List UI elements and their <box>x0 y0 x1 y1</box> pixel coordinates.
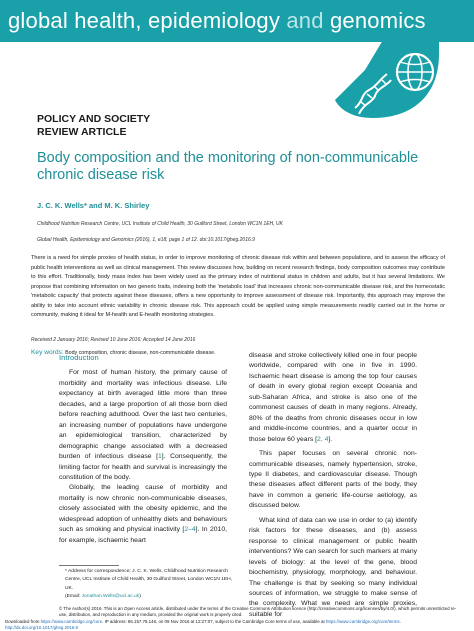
journal-logo-icon <box>335 40 439 118</box>
copyright-notice: © The Author(s) 2016. This is an Open Access article, distributed under the terms of the Creative Commons Attribution licence (http://creativecommons.org/licenses/by/4.0/), which permits unrestricted re-use, distribution, and reproduction in any medium, provided the original work is properly cited. <box>59 606 457 617</box>
left-column <box>59 353 227 546</box>
keywords-label: Key words: <box>31 349 64 356</box>
journal-banner <box>0 0 474 42</box>
section-label: POLICY AND SOCIETY <box>37 113 151 125</box>
download-notice: Downloaded from https://www.cambridge.org/core. IP address: 86.157.78.146, on 09 Nov 2016 at 12:27:07, subject to the Cambridge Core terms of use, available at https://www.cambridge.org/core/terms. http://dx.doi.org/10.1017/gheg.2016.9 <box>5 619 401 630</box>
footnote-divider <box>59 565 119 566</box>
correspondence-footnote: * Address for correspondence: J. C. K. Wells, Childhood Nutrition Research Centre, UCL Institute of Child Health, 30 Guilford Street, London WC1N 1EH, UK. (Email: Jonathan.Wells@ucl.ac.uk) <box>65 569 232 600</box>
intro-paragraph-2: Globally, the leading cause of morbidity and mortality is now chronic non-communicable diseases, closely associated with the obesity epidemic, and the widespread adoption of unhealthy diets and behaviours such as smoking and physical inactivity [2–4]. In 2010, for example, ischaemic heart <box>59 484 228 544</box>
doi-link[interactable]: http://dx.doi.org/10.1017/gheg.2016.9 <box>5 624 78 630</box>
article-type-label: REVIEW ARTICLE <box>37 126 127 138</box>
reference-link[interactable]: 2, 4 <box>317 435 329 443</box>
journal-title-part2: genomics <box>323 8 426 33</box>
terms-link[interactable]: https://www.cambridge.org/core/terms <box>325 619 400 624</box>
journal-title <box>8 8 426 34</box>
received-dates: Received 2 January 2016; Revised 10 June 2016; Accepted 14 June 2016 <box>31 337 196 343</box>
section-heading-introduction: Introduction <box>59 353 99 362</box>
article-title: Body composition and the monitoring of non-communicable chronic disease risk <box>37 150 419 183</box>
email-link[interactable]: Jonathan.Wells@ucl.ac.uk <box>81 594 140 600</box>
body-paragraph-1: disease and stroke collectively killed one in four people worldwide, compared with one in five in 1990. Ischaemic heart disease is among the top four causes of death in every global region except Oceania and sub-Saharan Africa, and stroke is also one of the commonest causes of death in many regions. Already, 80% of the deaths from chronic diseases occur in low and middle-income countries, and a quarter occur in those below 60 years [2, 4]. <box>249 352 417 443</box>
journal-title-and: and <box>286 8 324 33</box>
right-column <box>249 351 417 620</box>
citation: Global Health, Epidemiology and Genomics (2016), 1, e18, page 1 of 12. doi:10.1017/gheg.2016.9 <box>37 237 255 243</box>
reference-link[interactable]: 2–4 <box>184 526 196 534</box>
affiliation: Childhood Nutrition Research Centre, UCL Institute of Child Health, 30 Guilford Street, London WC1N 1EH, UK <box>37 221 283 227</box>
body-paragraph-3: What kind of data can we use in order to (a) identify risk factors for these diseases, and (b) assess response to clinical management or public health interventions? We can search for such markers at many levels of biology: at the level of the gene, blood biochemistry, physiology, morphology, and behaviour. The challenge is that by seeking so many individual sources of information, we struggle to make sense of the complexity. What we need are simple proxies, suitable for <box>249 516 417 618</box>
body-paragraph-2: This paper focuses on several chronic non-communicable diseases, namely hypertension, stroke, type II diabetes, and cardiovascular disease. Though these diseases affect different parts of the body, they have in common a generic life-course aetiology, as discussed below. <box>249 450 417 510</box>
abstract: There is a need for simple proxies of health status, in order to improve monitoring of chronic disease risk within and between populations, and to assess the efficacy of public health interventions as well as clinical management. This review discusses how, building on recent research findings, body composition outcomes may contribute to this effort. Traditionally, body mass index has been widely used as the primary index of nutritional status in children and adults, but it has several limitations. We propose that combining information on two generic traits, indexing both the 'metabolic load' that increases chronic non-communicable disease risk, and the homeostatic 'metabolic capacity' that protects against these diseases, offers a new opportunity to improve assessment of disease risk. Importantly, this approach may improve the ability to take into account ethnic variability in chronic disease risk. This approach could be applied using simple measurements readily carried out in the home or community, making it ideal for M-health and E-health monitoring strategies. <box>31 255 445 319</box>
authors: J. C. K. Wells* and M. K. Shirley <box>37 201 150 210</box>
journal-title-part1: global health, epidemiology <box>8 8 287 33</box>
cambridge-core-link[interactable]: https://www.cambridge.org/core <box>40 619 103 624</box>
keywords-list: Body composition, chronic disease, non-communicable disease. <box>65 350 216 356</box>
intro-paragraph-1: For most of human history, the primary cause of morbidity and mortality was infectious disease. Life expectancy at birth averaged little more than three decades, and a large proportion of all those born died before reaching adulthood. Over the last two centuries, an increasing number of populations have undergone an epidemiological transition, characterized by demographic change associated with a decreased burden of infectious disease [1]. Consequently, the limiting factor for health and survival is increasingly the constitution of the body. <box>59 369 227 481</box>
reference-link[interactable]: 1 <box>157 453 162 461</box>
